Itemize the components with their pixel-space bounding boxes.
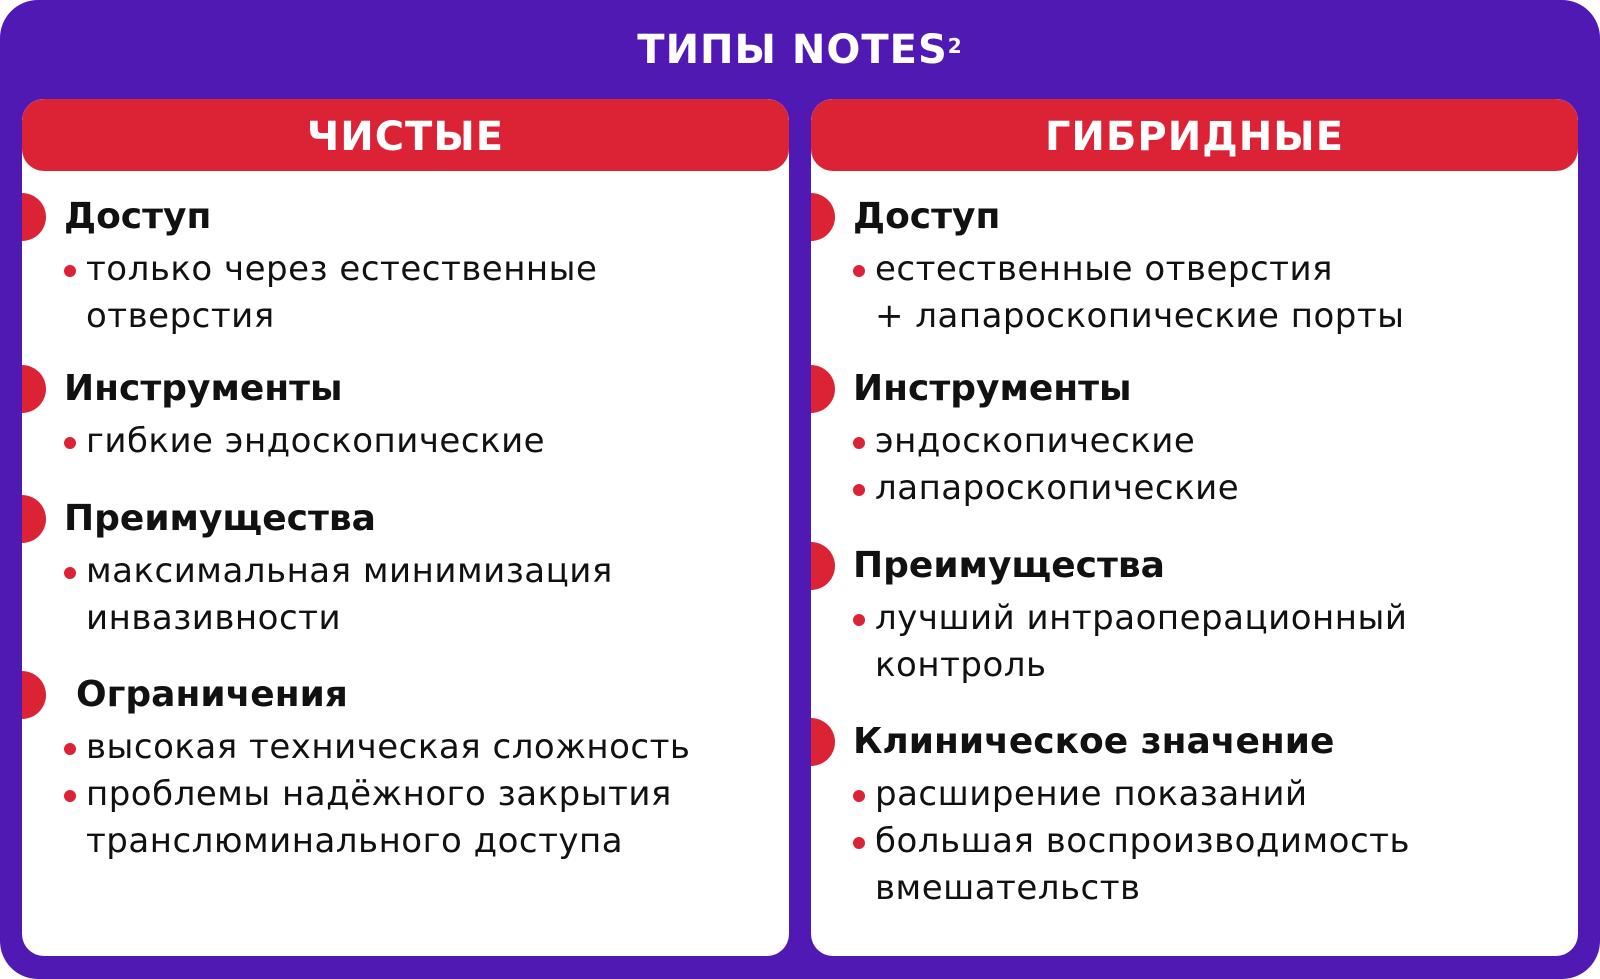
list-item-text: только через естественные отверстия [86,249,598,336]
card-header-hybrid: ГИБРИДНЫЕ [811,99,1578,171]
bullet-icon [853,265,865,277]
item-list [853,595,1553,689]
list-item [853,246,1553,340]
bullet-icon [853,437,865,449]
bullet-icon [64,437,76,449]
list-item-text: высокая техническая сложность [86,727,691,767]
section-marker [22,365,46,413]
item-list [64,418,764,465]
bullet-icon [853,837,865,849]
list-item [853,818,1553,912]
list-item-text: лучший интраоперационный контроль [875,598,1408,685]
list-item-text: эндоскопические [875,421,1196,461]
list-item-text: большая воспроизводимость вмешательств [875,821,1411,908]
card-pure [22,99,789,956]
card-header-pure: ЧИСТЫЕ [22,99,789,171]
section-heading: Клиническое значение [853,721,1335,762]
bullet-icon [853,614,865,626]
page-title-text: ТИПЫ NOTES [637,27,948,73]
section-heading: Инструменты [64,368,343,409]
list-item-text: лапароскопические [875,468,1240,508]
bullet-icon [64,743,76,755]
section-heading: Преимущества [853,545,1165,586]
section-heading: Инструменты [853,368,1132,409]
bullet-icon [64,790,76,802]
section-marker [22,193,46,241]
page-title-superscript: 2 [947,34,963,58]
list-item-text: максимальная минимизация инвазивности [86,551,613,638]
section-marker [811,365,835,413]
section-marker [811,718,835,766]
page-title [0,22,1600,78]
section-marker [22,495,46,543]
list-item-text: естественные отверстия + лапароскопические порты [875,249,1405,336]
section-heading: Доступ [853,196,1001,237]
item-list [853,246,1553,340]
section-marker [811,542,835,590]
item-list [64,548,764,642]
list-item [853,418,1553,465]
list-item [64,771,764,865]
item-list [64,246,764,340]
section-marker [22,671,46,719]
list-item-text: проблемы надёжного закрытия транслюминального доступа [86,774,672,861]
section-heading: Доступ [64,196,212,237]
bullet-icon [64,567,76,579]
section-heading: Ограничения [76,674,348,715]
list-item [853,465,1553,512]
item-list [853,771,1553,912]
section-heading: Преимущества [64,498,376,539]
list-item-text: гибкие эндоскопические [86,421,546,461]
list-item [64,246,764,340]
item-list [64,724,764,865]
section-marker [811,193,835,241]
item-list [853,418,1553,512]
list-item [853,771,1553,818]
bullet-icon [853,790,865,802]
list-item [64,548,764,642]
bullet-icon [853,484,865,496]
list-item [853,595,1553,689]
bullet-icon [64,265,76,277]
list-item [64,418,764,465]
card-hybrid [811,99,1578,956]
list-item-text: расширение показаний [875,774,1308,814]
list-item [64,724,764,771]
